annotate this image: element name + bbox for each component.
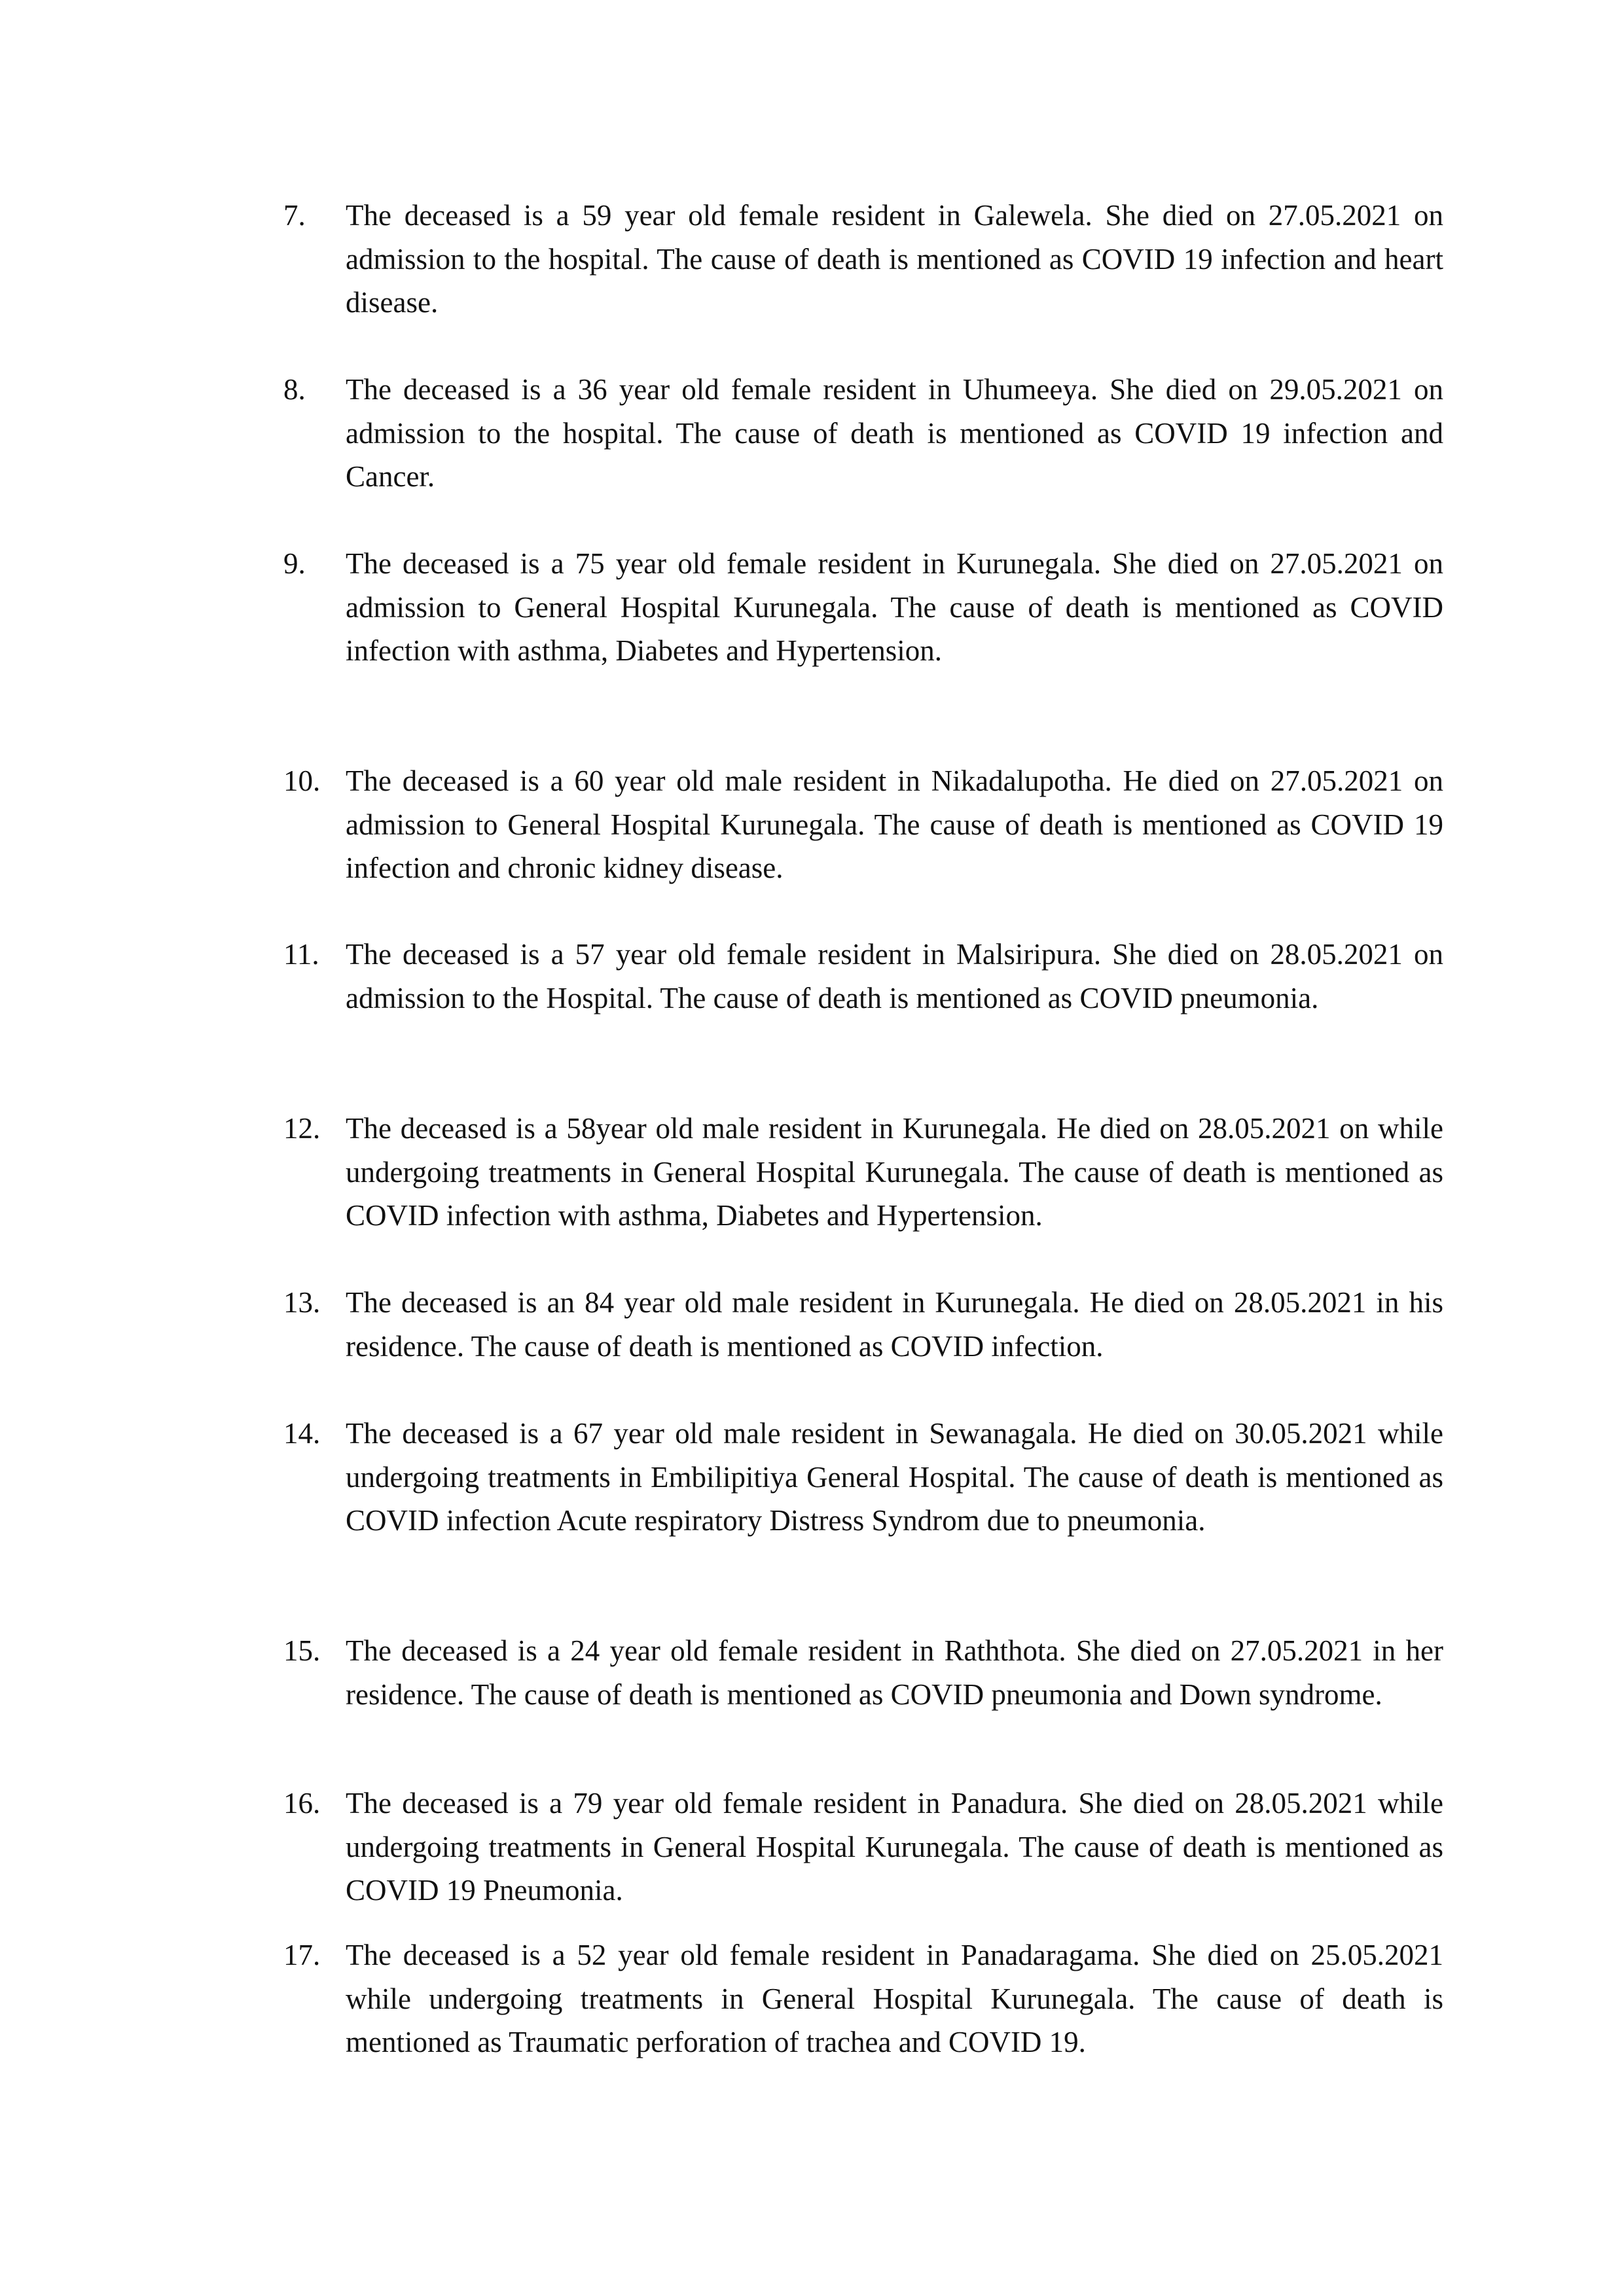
list-item-text: The deceased is a 67 year old male resident in Sewanagala. He died on 30.05.2021 while undergoing treatments in Embilipitiya General Hospital. The cause of death is mentioned as COVID infection Acute respiratory Distress Syndrom due to pneumonia. bbox=[346, 1417, 1443, 1537]
list-item-number: 11. bbox=[283, 938, 319, 971]
list-item-text: The deceased is an 84 year old male resident in Kurunegala. He died on 28.05.2021 in his residence. The cause of death is mentioned as COVID infection. bbox=[346, 1286, 1443, 1363]
list-item bbox=[283, 1782, 1443, 1912]
list-item bbox=[283, 933, 1443, 1020]
list-item-text: The deceased is a 52 year old female resident in Panadaragama. She died on 25.05.2021 while undergoing treatments in General Hospital Kurunegala. The cause of death is mentioned as Traumatic perforation of trachea and COVID 19. bbox=[346, 1939, 1443, 2058]
list-item-text: The deceased is a 36 year old female resident in Uhumeeya. She died on 29.05.2021 on admission to the hospital. The cause of death is mentioned as COVID 19 infection and Cancer. bbox=[346, 373, 1443, 493]
list-item-number: 8. bbox=[283, 373, 306, 406]
list-item bbox=[283, 1629, 1443, 1716]
list-item-number: 14. bbox=[283, 1417, 321, 1450]
list-item-number: 17. bbox=[283, 1939, 321, 1971]
list-item-number: 7. bbox=[283, 199, 306, 232]
list-item-text: The deceased is a 79 year old female resident in Panadura. She died on 28.05.2021 while undergoing treatments in General Hospital Kurunegala. The cause of death is mentioned as COVID 19 Pneumonia. bbox=[346, 1787, 1443, 1907]
list-item bbox=[283, 1933, 1443, 2064]
list-item-text: The deceased is a 60 year old male resident in Nikadalupotha. He died on 27.05.2021 on admission to General Hospital Kurunegala. The cause of death is mentioned as COVID 19 infection and chronic kidney disease. bbox=[346, 764, 1443, 884]
list-item-number: 15. bbox=[283, 1634, 321, 1667]
list-item bbox=[283, 759, 1443, 890]
list-item-text: The deceased is a 59 year old female resident in Galewela. She died on 27.05.2021 on admission to the hospital. The cause of death is mentioned as COVID 19 infection and heart disease. bbox=[346, 199, 1443, 319]
list-item bbox=[283, 542, 1443, 673]
list-item-text: The deceased is a 24 year old female resident in Raththota. She died on 27.05.2021 in her residence. The cause of death is mentioned as COVID pneumonia and Down syndrome. bbox=[346, 1634, 1443, 1711]
list-item-number: 12. bbox=[283, 1112, 321, 1145]
list-item-text: The deceased is a 58year old male resident in Kurunegala. He died on 28.05.2021 on while undergoing treatments in General Hospital Kurunegala. The cause of death is mentioned as COVID infection with asthma, Diabetes and Hypertension. bbox=[346, 1112, 1443, 1232]
list-item bbox=[283, 1281, 1443, 1368]
list-item bbox=[283, 194, 1443, 325]
list-item-number: 10. bbox=[283, 764, 321, 797]
list-item-text: The deceased is a 57 year old female resident in Malsiripura. She died on 28.05.2021 on admission to the Hospital. The cause of death is mentioned as COVID pneumonia. bbox=[346, 938, 1443, 1014]
list-item-number: 9. bbox=[283, 547, 306, 580]
list-item-number: 16. bbox=[283, 1787, 321, 1820]
list-item bbox=[283, 368, 1443, 499]
list-item-text: The deceased is a 75 year old female resident in Kurunegala. She died on 27.05.2021 on admission to General Hospital Kurunegala. The cause of death is mentioned as COVID infection with asthma, Diabetes and Hypertension. bbox=[346, 547, 1443, 667]
list-item bbox=[283, 1412, 1443, 1543]
list-item bbox=[283, 1107, 1443, 1238]
list-item-number: 13. bbox=[283, 1286, 321, 1319]
